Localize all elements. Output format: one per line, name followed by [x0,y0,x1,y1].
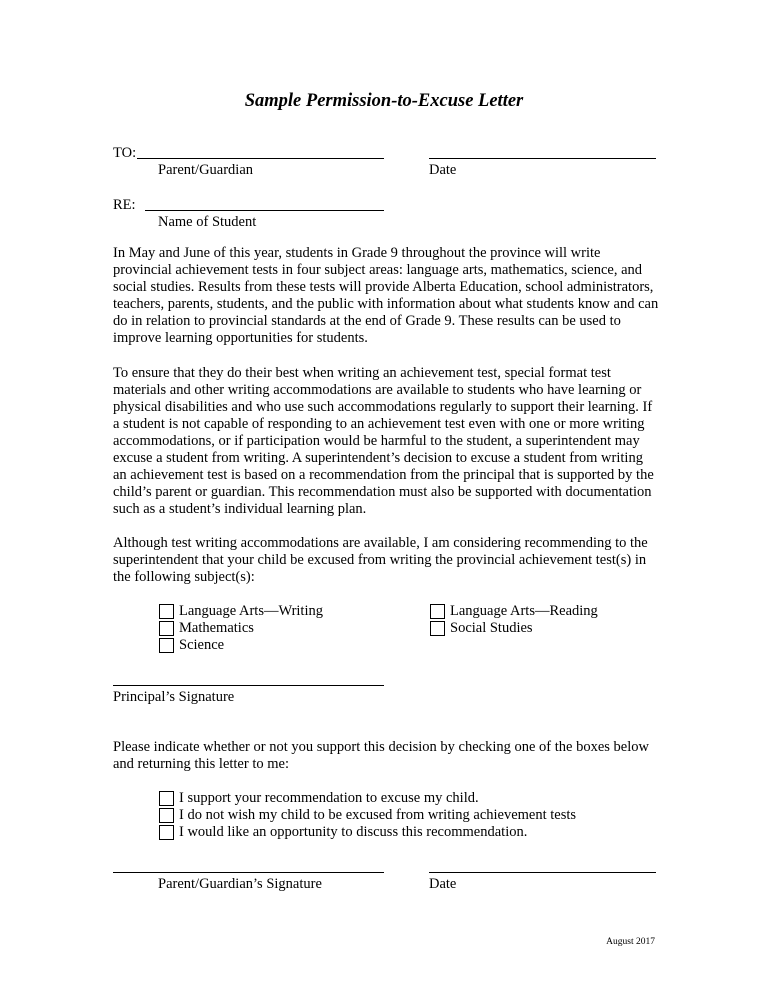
support-prompt [113,739,659,773]
principal-signature-caption: Principal’s Signature [113,689,235,705]
parent-name-line [137,158,384,159]
paragraph-1 [113,245,659,347]
to-date-caption: Date [429,162,457,178]
subject-language-arts-reading: Language Arts—Reading [450,603,598,619]
parent-guardian-caption: Parent/Guardian [158,162,254,178]
parent-signature-line [113,872,384,873]
subject-language-arts-writing: Language Arts—Writing [179,603,323,619]
checkbox-do-not-excuse[interactable] [159,808,174,823]
subject-science: Science [179,637,225,653]
parent-signature-caption: Parent/Guardian’s Signature [158,876,322,892]
parent-date-line [429,872,656,873]
student-name-caption: Name of Student [158,214,257,230]
option-discuss: I would like an opportunity to discuss this recommendation. [179,824,528,840]
parent-date-caption: Date [429,876,457,892]
checkbox-science[interactable] [159,638,174,653]
paragraph-1-text: In May and June of this year, students in Grade 9 throughout the province will write provincial achievement tests in four subject areas: language arts, mathematics, science, and social studies. Results from these tests will provide Alberta Education, school administrators, teachers, parents, students, and the public with information about what students know and can do in relation to provincial standards at the end of Grade 9. These results can be used to improve learning opportunities for students. [113,245,659,346]
subject-social-studies: Social Studies [450,620,533,636]
to-label: TO: [113,145,137,161]
checkbox-language-arts-reading[interactable] [430,604,445,619]
support-prompt-text: Please indicate whether or not you support this decision by checking one of the boxes below and returning this letter to me: [113,739,649,772]
checkbox-mathematics[interactable] [159,621,174,636]
re-label: RE: [113,197,136,213]
paragraph-3-text: Although test writing accommodations are available, I am considering recommending to the superintendent that your child be excused from writing the provincial achievement test(s) in the following subject(s): [113,535,648,585]
footer-date: August 2017 [606,937,655,947]
to-date-line [429,158,656,159]
checkbox-social-studies[interactable] [430,621,445,636]
subject-mathematics: Mathematics [179,620,254,636]
option-support: I support your recommendation to excuse my child. [179,790,479,806]
checkbox-language-arts-writing[interactable] [159,604,174,619]
paragraph-2-text: To ensure that they do their best when writing an achievement test, special format test materials and other writing accommodations are available to students who have learning or physical disabilities and who use such accommodations regularly to support their learning. If a student is not capable of responding to an achievement test even with one or more writing accommodations, or if participation would be harmful to the student, a superintendent may excuse a student from writing. A superintendent’s decision to excuse a student from writing an achievement test is based on a recommendation from the principal that is supported by the child’s parent or guardian. This recommendation must also be supported with documentation such as a student’s individual learning plan. [113,365,654,517]
paragraph-3 [113,535,659,586]
principal-signature-line [113,685,384,686]
student-name-line [145,210,384,211]
option-do-not-excuse: I do not wish my child to be excused from writing achievement tests [179,807,577,823]
paragraph-2 [113,365,659,518]
checkbox-support-recommendation[interactable] [159,791,174,806]
page-title: Sample Permission-to-Excuse Letter [244,91,524,111]
checkbox-discuss[interactable] [159,825,174,840]
